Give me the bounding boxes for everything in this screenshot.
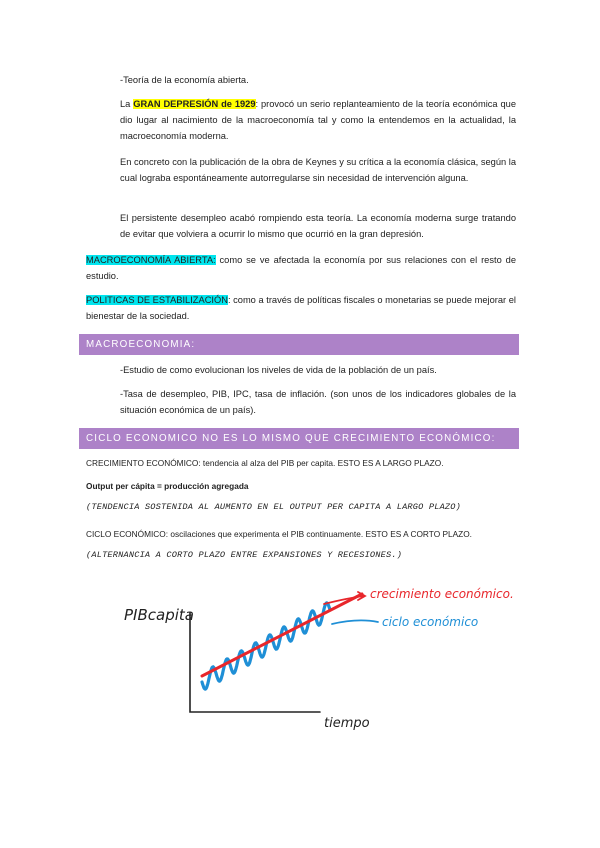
growth-trend-line	[202, 594, 362, 676]
growth-label: crecimiento económico.	[370, 587, 514, 601]
macro-item-1: -Estudio de como evolucionan los niveles de vida de la población de un país.	[120, 365, 437, 375]
cycle-arrow	[332, 620, 378, 624]
output-definition: Output per cápita = producción agregada	[86, 481, 249, 491]
open-macro-definition	[86, 252, 516, 284]
cycle-wave	[202, 603, 330, 689]
depression-text: : provocó un serio replanteamiento de la teoría económica que dio lugar al nacimiento de la macroeconomía tal y como la entendemos en la actualidad, la macroeconomía moderna.	[120, 99, 516, 141]
stabilization-term: POLITICAS DE ESTABILIZACIÓN	[86, 295, 228, 305]
keynes-paragraph: En concreto con la publicación de la obra de Keynes y su crítica a la economía clásica, según la cual lograba espontáneamente autorregularse sin necesidad de intervención alguna.	[120, 157, 516, 183]
x-axis-label: tiempo	[324, 716, 370, 731]
open-macro-term: MACROECONOMÍA ABIERTA:	[86, 255, 216, 265]
cycle-label: ciclo económico	[382, 615, 479, 629]
cycle-note: (ALTERNANCIA A CORTO PLAZO ENTRE EXPANSIONES Y RECESIONES.)	[86, 550, 403, 560]
list-item-open-economy: -Teoría de la economía abierta.	[120, 75, 249, 85]
growth-vs-cycle-sketch	[110, 578, 530, 738]
stabilization-text: : como a través de políticas fiscales o monetarias se puede mejorar el bienestar de la sociedad.	[86, 295, 516, 321]
stabilization-definition	[86, 292, 516, 324]
macro-section-header: MACROECONOMIA:	[79, 334, 519, 355]
macro-item-2: -Tasa de desempleo, PIB, IPC, tasa de inflación. (son unos de los indicadores globales de la situación económica de un país).	[120, 389, 516, 415]
unemployment-paragraph: El persistente desempleo acabó rompiendo esta teoría. La economía moderna surge tratando de evitar que volviera a ocurrir lo mismo que ocurrió en la gran depresión.	[120, 213, 516, 239]
trend-note: (TENDENCIA SOSTENIDA AL AUMENTO EN EL OUTPUT PER CAPITA A LARGO PLAZO)	[86, 502, 461, 512]
depression-highlight: GRAN DEPRESIÓN de 1929	[133, 99, 256, 109]
cycle-section-header: CICLO ECONOMICO NO ES LO MISMO QUE CRECIMIENTO ECONÓMICO:	[79, 428, 519, 449]
depression-prefix: La	[120, 99, 134, 109]
depression-paragraph	[120, 96, 516, 144]
y-axis-label: PIBcapita	[124, 606, 194, 624]
cycle-definition: CICLO ECONÓMICO: oscilaciones que experimenta el PIB continuamente. ESTO ES A CORTO PLAZO.	[86, 529, 472, 539]
open-macro-text: como se ve afectada la economía por sus relaciones con el resto de estudio.	[86, 255, 516, 281]
growth-definition: CRECIMIENTO ECONÓMICO: tendencia al alza del PIB per capita. ESTO ES A LARGO PLAZO.	[86, 458, 444, 468]
